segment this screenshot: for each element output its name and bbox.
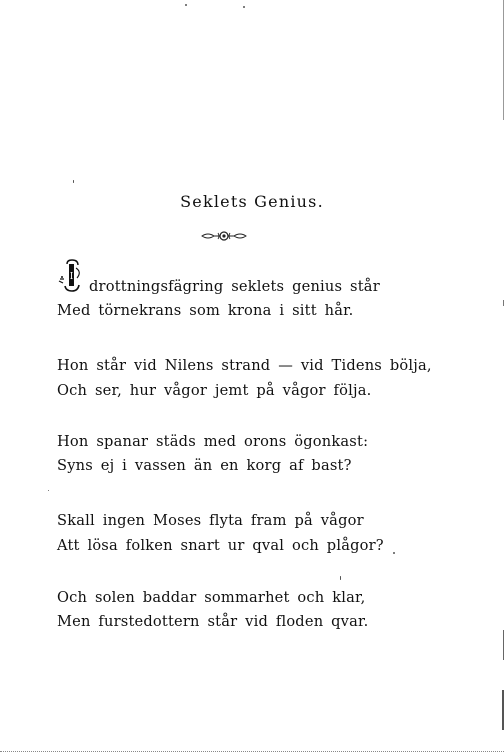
print-speck bbox=[48, 490, 49, 491]
poem-line-7: Skall ingen Moses flyta fram på vågor bbox=[57, 512, 364, 529]
print-speck bbox=[185, 4, 187, 6]
poem-line-8: Att lösa folken snart ur qval och plågor? bbox=[57, 537, 384, 554]
poem-line-1: drottningsfägring seklets genius står bbox=[89, 278, 380, 295]
print-speck bbox=[340, 576, 341, 580]
page-bottom-edge bbox=[0, 751, 504, 752]
poem-line-5: Hon spanar städs med orons ögonkast: bbox=[57, 433, 369, 450]
poem-line-10: Men furstedottern står vid floden qvar. bbox=[57, 613, 369, 630]
decorated-initial-icon bbox=[58, 258, 84, 294]
poem-title: Seklets Genius. bbox=[180, 192, 324, 211]
ornamental-divider-icon bbox=[200, 229, 248, 243]
poem-line-2: Med törnekrans som krona i sitt hår. bbox=[57, 302, 354, 319]
poem-line-9: Och solen baddar sommarhet och klar, bbox=[57, 589, 366, 606]
print-speck bbox=[243, 6, 245, 8]
print-speck bbox=[73, 180, 74, 183]
print-speck bbox=[393, 552, 395, 554]
poem-line-6: Syns ej i vassen än en korg af bast? bbox=[57, 457, 352, 474]
drop-cap-letter: I bbox=[69, 272, 74, 282]
poem-line-3: Hon står vid Nilens strand — vid Tidens bölja, bbox=[57, 357, 432, 374]
poem-line-4: Och ser, hur vågor jemt på vågor följa. bbox=[57, 382, 372, 399]
